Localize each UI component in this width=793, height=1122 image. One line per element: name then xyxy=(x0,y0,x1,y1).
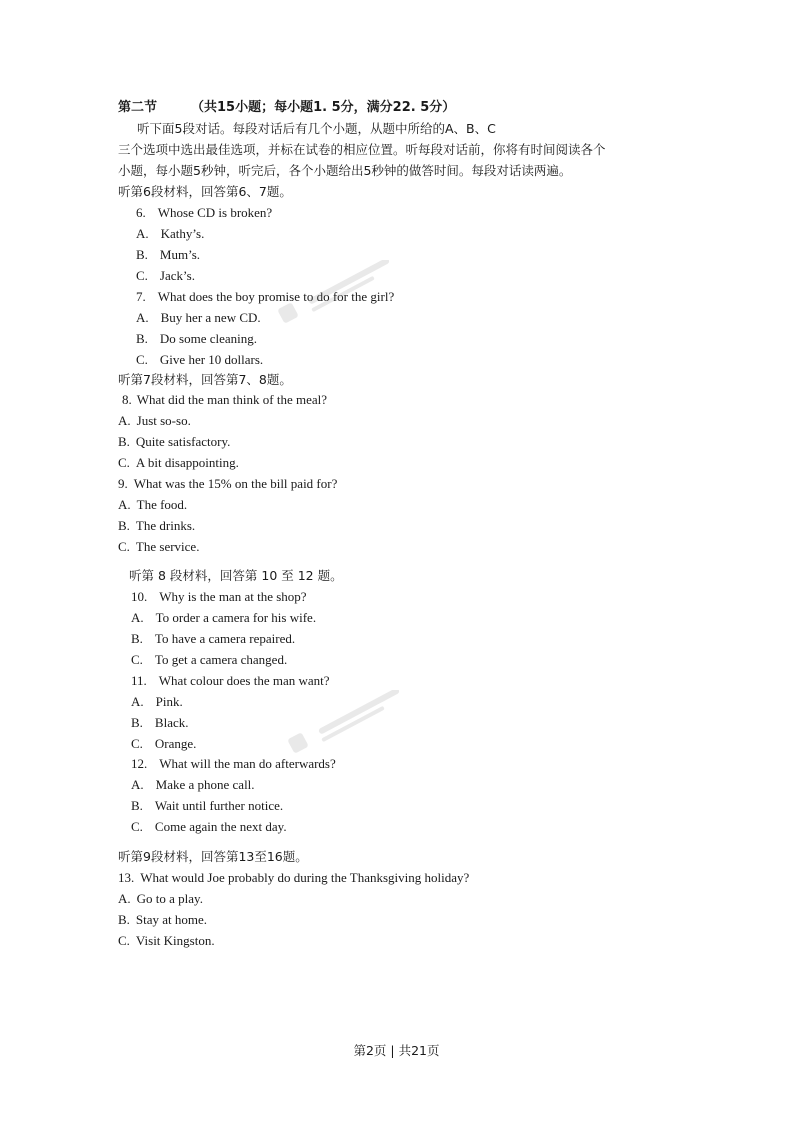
question-stem xyxy=(118,476,337,492)
question-text: What does the boy promise to do for the girl? xyxy=(157,289,395,304)
question-stem xyxy=(118,870,469,886)
option-text: Wait until further notice. xyxy=(154,798,284,813)
option-text: Do some cleaning. xyxy=(159,331,258,346)
option xyxy=(131,798,283,814)
question-number: 9. xyxy=(118,476,128,491)
option-text: Mum’s. xyxy=(159,247,201,262)
watermark-logo xyxy=(270,260,410,340)
option-text: Make a phone call. xyxy=(155,777,255,792)
question-text: What will the man do afterwards? xyxy=(159,756,336,771)
question-number: 12. xyxy=(131,756,148,771)
option-text: The drinks. xyxy=(135,518,196,533)
question-number: 7. xyxy=(136,289,146,304)
option xyxy=(136,331,257,347)
option-letter: B. xyxy=(118,912,130,927)
group-intro: 听第6段材料，回答第6、7题。 xyxy=(118,184,292,199)
question-number: 10. xyxy=(131,589,148,604)
option-letter: C. xyxy=(118,933,130,948)
option-text: To get a camera changed. xyxy=(154,652,288,667)
option-letter: B. xyxy=(131,798,143,813)
option-letter: A. xyxy=(131,777,144,792)
option xyxy=(136,352,263,368)
option-text: Orange. xyxy=(154,736,197,751)
option-letter: C. xyxy=(131,652,143,667)
option xyxy=(131,715,189,731)
option-text: Go to a play. xyxy=(136,891,203,906)
group-intro: 听第 8 段材料，回答第 10 至 12 题。 xyxy=(129,568,343,583)
option-text: To order a camera for his wife. xyxy=(155,610,317,625)
question-stem xyxy=(136,205,272,221)
question-number: 11. xyxy=(131,673,147,688)
option xyxy=(118,539,199,555)
option-letter: A. xyxy=(118,413,131,428)
option xyxy=(131,631,295,647)
instructions-line-2: 三个选项中选出最佳选项，并标在试卷的相应位置。听每段对话前，你将有时间阅读各个 xyxy=(118,142,606,157)
option-text: Buy her a new CD. xyxy=(160,310,261,325)
question-text: What did the man think of the meal? xyxy=(136,392,327,407)
option-letter: C. xyxy=(136,268,148,283)
group-intro: 听第7段材料，回答第7、8题。 xyxy=(118,372,292,387)
instructions-line-3: 小题，每小题5秒钟，听完后，各个小题给出5秒钟的做答时间。每段对话读两遍。 xyxy=(118,163,572,178)
option xyxy=(136,226,204,242)
option-letter: B. xyxy=(131,631,143,646)
question-text: Why is the man at the shop? xyxy=(159,589,307,604)
option-text: Stay at home. xyxy=(135,912,208,927)
option-letter: A. xyxy=(136,310,149,325)
option-letter: B. xyxy=(136,247,148,262)
option xyxy=(118,933,215,949)
question-number: 6. xyxy=(136,205,146,220)
option xyxy=(136,247,200,263)
option-letter: C. xyxy=(118,455,130,470)
question-text: Whose CD is broken? xyxy=(157,205,273,220)
option-text: Visit Kingston. xyxy=(135,933,215,948)
option-text: Kathy’s. xyxy=(160,226,205,241)
option-text: Come again the next day. xyxy=(154,819,287,834)
option-letter: C. xyxy=(136,352,148,367)
option-letter: B. xyxy=(136,331,148,346)
option-letter: A. xyxy=(118,891,131,906)
watermark-logo xyxy=(280,690,420,770)
option-text: Give her 10 dollars. xyxy=(159,352,264,367)
option xyxy=(118,891,203,907)
section-heading xyxy=(118,100,455,116)
option xyxy=(131,694,183,710)
option-text: A bit disappointing. xyxy=(135,455,239,470)
group-intro: 听第9段材料，回答第13至16题。 xyxy=(118,849,308,864)
question-stem xyxy=(122,392,327,408)
question-text: What would Joe probably do during the Thanksgiving holiday? xyxy=(140,870,470,885)
option xyxy=(131,652,287,668)
page-footer: 第2页 | 共21页 xyxy=(353,1043,440,1058)
option xyxy=(131,736,196,752)
option xyxy=(118,497,187,513)
option-text: Black. xyxy=(154,715,189,730)
option-letter: B. xyxy=(131,715,143,730)
option-letter: A. xyxy=(131,610,144,625)
option-letter: C. xyxy=(131,736,143,751)
option xyxy=(136,268,195,284)
option-letter: B. xyxy=(118,518,130,533)
question-stem xyxy=(131,673,330,689)
question-text: What was the 15% on the bill paid for? xyxy=(133,476,338,491)
option-text: Quite satisfactory. xyxy=(135,434,231,449)
option-letter: A. xyxy=(118,497,131,512)
option-letter: B. xyxy=(118,434,130,449)
option-text: Just so-so. xyxy=(136,413,191,428)
option-text: Pink. xyxy=(155,694,183,709)
option xyxy=(118,455,239,471)
option-letter: A. xyxy=(136,226,149,241)
option xyxy=(136,310,261,326)
option-text: The food. xyxy=(136,497,188,512)
option xyxy=(131,819,287,835)
question-stem xyxy=(131,589,307,605)
question-text: What colour does the man want? xyxy=(158,673,330,688)
option-letter: C. xyxy=(118,539,130,554)
option xyxy=(118,434,230,450)
option-text: Jack’s. xyxy=(159,268,195,283)
option-letter: C. xyxy=(131,819,143,834)
option-text: To have a camera repaired. xyxy=(154,631,296,646)
question-number: 13. xyxy=(118,870,135,885)
option xyxy=(131,610,316,626)
option-text: The service. xyxy=(135,539,200,554)
section-note: （共15小题；每小题1. 5分，满分22. 5分） xyxy=(191,100,456,115)
option xyxy=(131,777,255,793)
instructions-line-1: 听下面5段对话。每段对话后有几个小题，从题中所给的A、B、C xyxy=(137,121,496,136)
option xyxy=(118,518,195,534)
option xyxy=(118,912,207,928)
option xyxy=(118,413,191,429)
question-number: 8. xyxy=(122,392,132,407)
option-letter: A. xyxy=(131,694,144,709)
section-title: 第二节 xyxy=(118,100,158,115)
